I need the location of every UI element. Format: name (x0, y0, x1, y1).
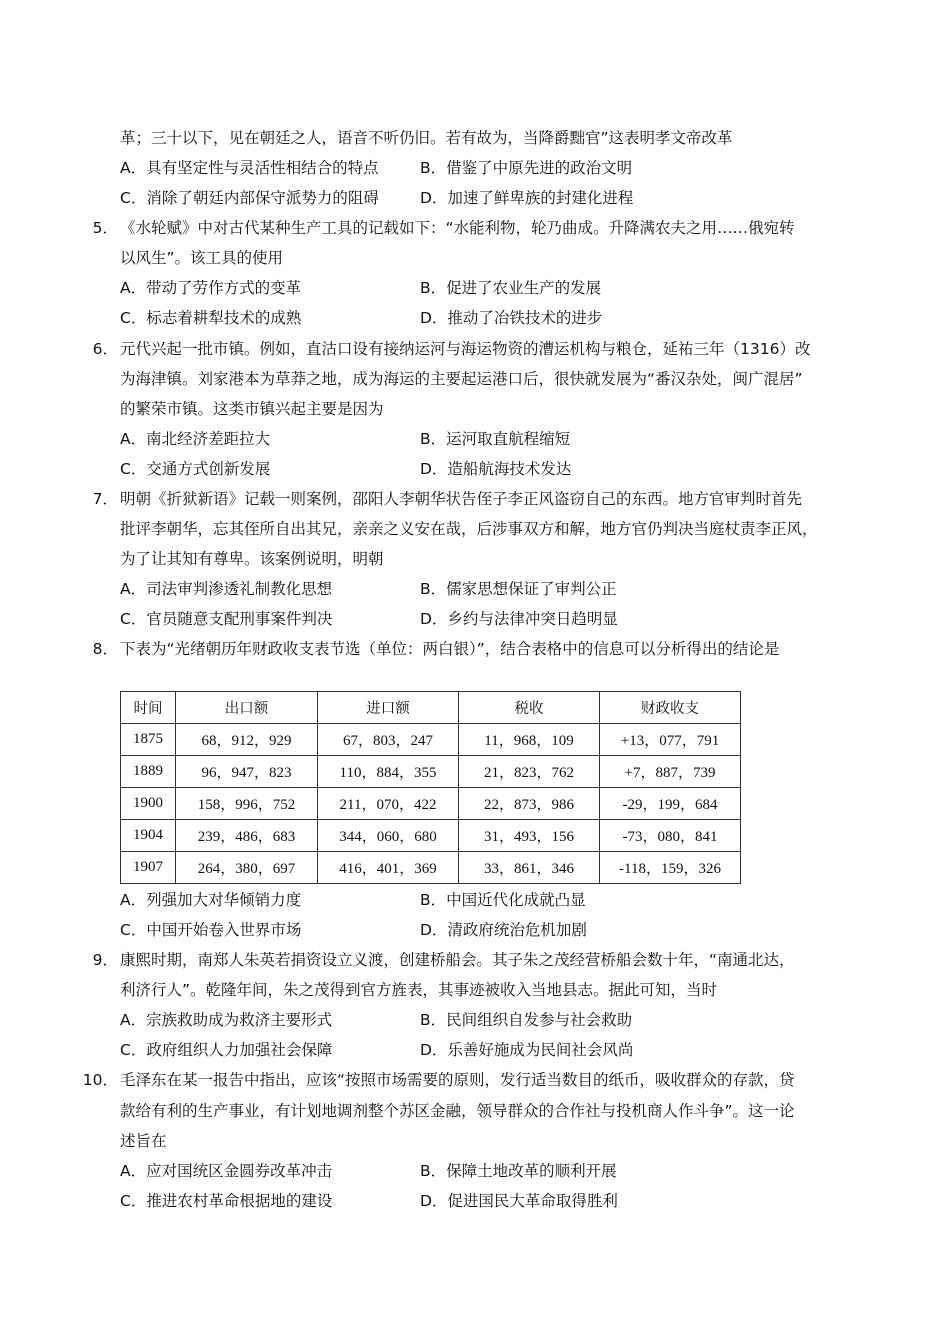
table-cell: -29，199，684 (600, 788, 741, 820)
question-stem: 毛泽东在某一报告中指出，应该“按照市场需要的原则，发行适当数目的纸币，吸收群众的存款，贷 (120, 1071, 795, 1089)
table-cell: 11，968，109 (459, 724, 600, 756)
column-header: 出口额 (176, 692, 318, 724)
option-b[interactable]: B．运河取直航程缩短 (420, 430, 571, 448)
question-stem: 元代兴起一批市镇。例如，直沽口设有接纳运河与海运物资的漕运机构与粮仓，延祐三年（1316）改 (120, 340, 811, 358)
option-a[interactable]: A．司法审判渗透礼制教化思想 (120, 580, 333, 598)
option-a[interactable]: A．南北经济差距拉大 (120, 430, 271, 448)
option-b[interactable]: B．民间组织自发参与社会救助 (420, 1011, 633, 1029)
question-number: 10． (82, 1071, 118, 1089)
question-number: 7． (92, 490, 118, 508)
question-number: 8． (92, 640, 118, 658)
question-stem: 康熙时期，南郑人朱英若捐资设立义渡，创建桥船会。其子朱之茂经营桥船会数十年，“南通北达， (120, 951, 795, 969)
table-cell: 110，884，355 (318, 756, 459, 788)
table-cell: 1889 (121, 756, 176, 788)
table-cell: 416，401，369 (318, 852, 459, 884)
question-stem: 以风生”。该工具的使用 (120, 249, 284, 267)
question-number: 6． (92, 340, 118, 358)
option-c[interactable]: C．标志着耕犁技术的成熟 (120, 309, 302, 327)
option-d[interactable]: D．加速了鲜卑族的封建化进程 (420, 189, 634, 207)
question-stem: 明朝《折狱新语》记载一则案例，邵阳人李朝华状告侄子李正风盗窃自己的东西。地方官审判时首先 (120, 490, 803, 508)
question-stem: 述旨在 (120, 1132, 167, 1150)
option-d[interactable]: D．造船航海技术发达 (420, 460, 572, 478)
option-b[interactable]: B．借鉴了中原先进的政治文明 (420, 159, 633, 177)
table-cell: 158，996，752 (176, 788, 318, 820)
option-a[interactable]: A．应对国统区金圆券改革冲击 (120, 1162, 333, 1180)
option-c[interactable]: C．推进农村革命根据地的建设 (120, 1192, 333, 1210)
option-d[interactable]: D．促进国民大革命取得胜利 (420, 1192, 618, 1210)
table-row (121, 852, 741, 884)
option-d[interactable]: D．推动了冶铁技术的进步 (420, 309, 603, 327)
table-cell: 211，070，422 (318, 788, 459, 820)
column-header: 税收 (459, 692, 600, 724)
option-b[interactable]: B．促进了农业生产的发展 (420, 279, 602, 297)
table-cell: 33，861，346 (459, 852, 600, 884)
column-header: 时间 (121, 692, 176, 724)
option-c[interactable]: C．消除了朝廷内部保守派势力的阻碍 (120, 189, 379, 207)
table-cell: 1907 (121, 852, 176, 884)
table-cell: +13，077，791 (600, 724, 741, 756)
question-stem: 下表为“光绪朝历年财政收支表节选（单位：两白银）”，结合表格中的信息可以分析得出的结论是 (120, 640, 780, 658)
table-cell: -73，080，841 (600, 820, 741, 852)
table-cell: 264，380，697 (176, 852, 318, 884)
option-b[interactable]: B．保障土地改革的顺利开展 (420, 1162, 617, 1180)
option-a[interactable]: A．具有坚定性与灵活性相结合的特点 (120, 159, 379, 177)
question-stem: 利济行人”。乾隆年间，朱之茂得到官方旌表，其事迹被收入当地县志。据此可知，当时 (120, 981, 718, 999)
option-b[interactable]: B．儒家思想保证了审判公正 (420, 580, 617, 598)
table-row (121, 788, 741, 820)
question-stem: 为了让其知有尊卑。该案例说明，明朝 (120, 550, 384, 568)
option-a[interactable]: A．宗族救助成为救济主要形式 (120, 1011, 333, 1029)
table-cell: 21，823，762 (459, 756, 600, 788)
table-cell: -118，159，326 (600, 852, 741, 884)
option-b[interactable]: B．中国近代化成就凸显 (420, 891, 586, 909)
option-a[interactable]: A．带动了劳作方式的变革 (120, 279, 302, 297)
table-row (121, 820, 741, 852)
question-number: 5． (92, 219, 118, 237)
question-number: 9． (92, 951, 118, 969)
table-cell: 1875 (121, 724, 176, 756)
question-stem: 为海津镇。刘家港本为草莽之地，成为海运的主要起运港口后，很快就发展为“番汉杂处，闽广混居” (120, 370, 803, 388)
table-cell: 68，912，929 (176, 724, 318, 756)
table-cell: 96，947，823 (176, 756, 318, 788)
option-c[interactable]: C．官员随意支配刑事案件判决 (120, 610, 333, 628)
question-stem: 的繁荣市镇。这类市镇兴起主要是因为 (120, 400, 384, 418)
table-row (121, 756, 741, 788)
table-cell: +7，887，739 (600, 756, 741, 788)
question-stem: 革；三十以下，见在朝廷之人，语音不听仍旧。若有故为，当降爵黜官”这表明孝文帝改革 (120, 129, 733, 147)
table-header-row (121, 692, 741, 724)
question-stem: 批评李朝华，忘其侄所自出其兄，亲亲之义安在哉，后涉事双方和解，地方官仍判决当庭杖责李正风， (120, 520, 818, 538)
table-cell: 1900 (121, 788, 176, 820)
option-c[interactable]: C．交通方式创新发展 (120, 460, 271, 478)
table-cell: 67，803，247 (318, 724, 459, 756)
option-c[interactable]: C．政府组织人力加强社会保障 (120, 1041, 333, 1059)
finance-table (120, 691, 741, 884)
option-a[interactable]: A．列强加大对华倾销力度 (120, 891, 302, 909)
option-d[interactable]: D．清政府统治危机加剧 (420, 921, 587, 939)
option-d[interactable]: D．乐善好施成为民间社会风尚 (420, 1041, 634, 1059)
table-cell: 344，060，680 (318, 820, 459, 852)
table-cell: 22，873，986 (459, 788, 600, 820)
table-cell: 239，486，683 (176, 820, 318, 852)
option-c[interactable]: C．中国开始卷入世界市场 (120, 921, 302, 939)
table-cell: 1904 (121, 820, 176, 852)
column-header: 进口额 (318, 692, 459, 724)
column-header: 财政收支 (600, 692, 741, 724)
question-stem: 《水轮赋》中对古代某种生产工具的记载如下：“水能利物，轮乃曲成。升降满农夫之用……俄宛转 (120, 219, 795, 237)
option-d[interactable]: D．乡约与法律冲突日趋明显 (420, 610, 618, 628)
question-stem: 款给有利的生产事业，有计划地调剂整个苏区金融，领导群众的合作社与投机商人作斗争”。这一论 (120, 1102, 795, 1120)
table-row (121, 724, 741, 756)
table-cell: 31，493，156 (459, 820, 600, 852)
